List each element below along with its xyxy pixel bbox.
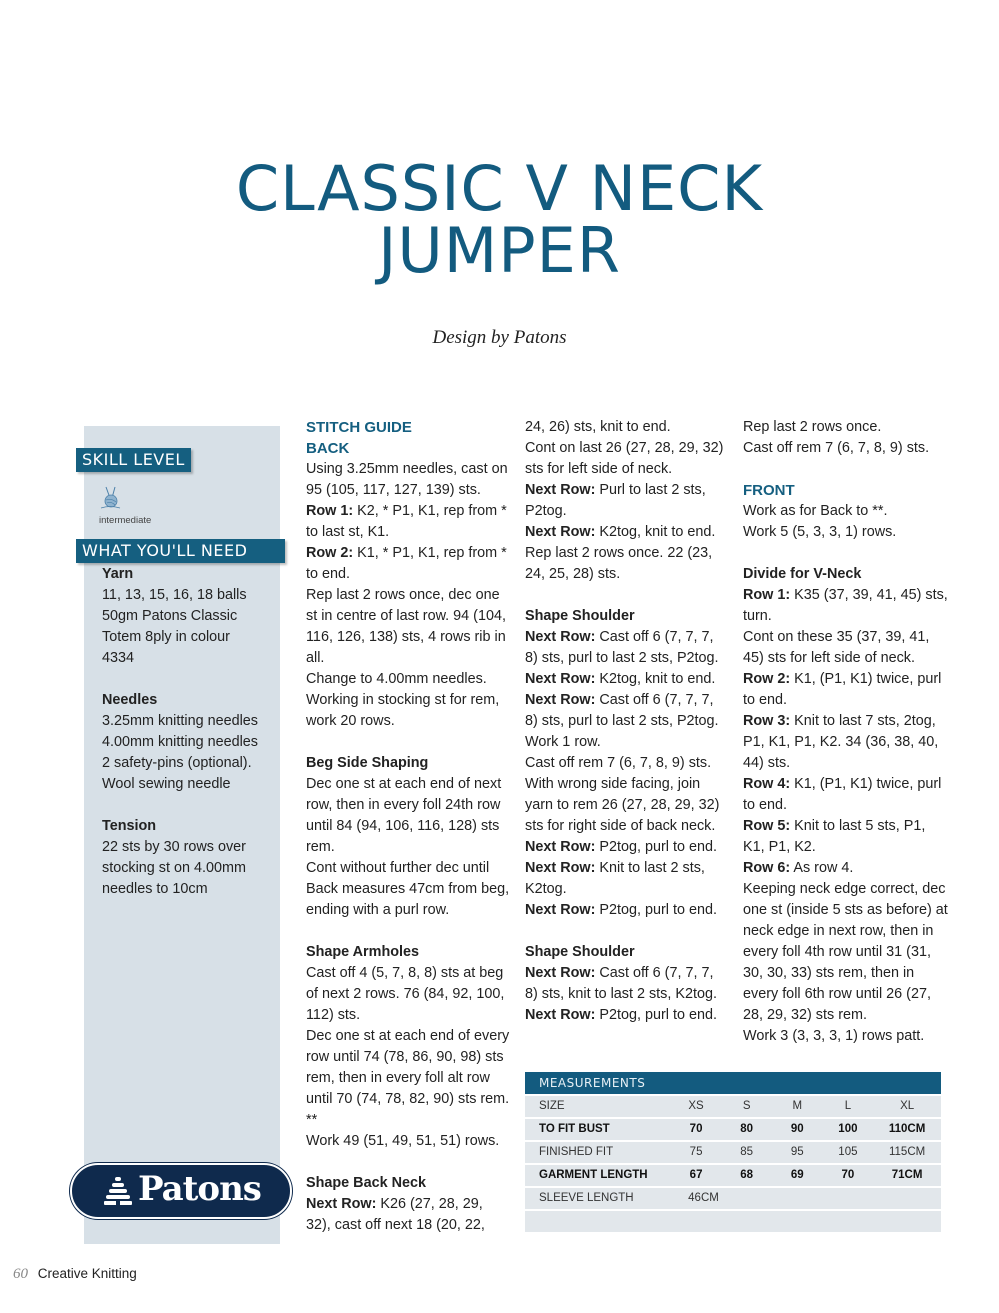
paragraph [306,501,511,543]
cell: 80 [740,1123,754,1135]
what-you-need-heading: WHAT YOU'LL NEED [76,539,285,563]
row-text: P2tog, purl to end. [595,902,717,918]
skill-level-heading: SKILL LEVEL [76,448,191,472]
paragraph [743,816,948,858]
instructions-column-1 [306,417,511,1236]
paragraph [525,858,730,900]
shape-armholes-heading: Shape Armholes [306,944,420,960]
row-label: Next Row: [525,860,596,876]
shape-back-neck-heading: Shape Back Neck [306,1175,426,1191]
title-line-1: CLASSIC V NECK [235,152,764,225]
row-text: K1, * P1, K1, rep from * to end. [306,545,507,582]
beehive-icon [102,1175,134,1207]
paragraph [525,627,730,669]
materials-list [102,564,282,900]
paragraph: 24, 26) sts, knit to end. [525,419,671,435]
row-label: Row 3: [743,713,791,729]
page-footer [13,1266,137,1283]
cell: 69 [790,1169,804,1181]
instructions-column-3 [743,417,948,1047]
row-label: Row 1: [306,503,354,519]
back-heading: BACK [306,440,350,457]
paragraph [306,1194,511,1236]
row-label: Next Row: [525,482,596,498]
row-label: Next Row: [525,839,596,855]
row-text: Knit to last 7 sts, 2tog, P1, K1, P1, K2. 34 (36, 38, 40, 44) sts. [743,713,939,771]
shape-shoulder-heading: Shape Shoulder [525,608,635,624]
row-label: Row 6: [743,860,791,876]
paragraph: Rep last 2 rows once. [743,419,882,435]
list-item: 2 safety-pins (optional). [102,755,252,771]
row-label: SLEEVE LENGTH [539,1192,634,1204]
row-text: Knit to last 5 sts, P1, K1, P1, K2. [743,818,926,855]
paragraph: Dec one st at each end of every row until 74 (78, 86, 90, 98) sts rem, then in every foll alt row until 70 (74, 78, 82, 90) sts rem. ** [306,1028,510,1128]
list-item: Totem 8ply in colour [102,629,230,645]
measurements-table [525,1072,941,1232]
paragraph: Change to 4.00mm needles. [306,671,487,687]
table-row [525,1165,941,1186]
stitch-guide-heading: STITCH GUIDE [306,419,412,436]
shape-shoulder-heading-2: Shape Shoulder [525,944,635,960]
row-label: Row 2: [306,545,354,561]
list-item: 11, 13, 15, 16, 18 balls [102,587,247,603]
row-label: Next Row: [525,524,596,540]
list-item: 50gm Patons Classic [102,608,238,624]
paragraph: Work 3 (3, 3, 3, 1) rows patt. [743,1028,925,1044]
header-cell: XL [900,1100,915,1112]
paragraph: With wrong side facing, join yarn to rem 26 (27, 28, 29, 32) sts for right side of back neck. [525,776,720,834]
table-row [525,1142,941,1163]
needles-heading: Needles [102,692,158,708]
row-label: Row 1: [743,587,791,603]
row-label: Next Row: [525,1007,596,1023]
paragraph: Rep last 2 rows once, dec one st in centre of last row. 94 (104, 116, 126, 138) sts, 4 rows rib in all. [306,587,506,666]
cell: 85 [740,1146,754,1158]
byline: Design by Patons [432,327,567,348]
paragraph: Cont without further dec until Back measures 47cm from beg, ending with a purl row. [306,860,510,918]
paragraph [743,774,948,816]
instructions-column-2 [525,417,730,1026]
divide-v-neck-heading: Divide for V-Neck [743,566,862,582]
paragraph: Work 1 row. [525,734,601,750]
row-text: P2tog, purl to end. [595,839,717,855]
paragraph: Dec one st at each end of next row, then in every foll 24th row until 84 (94, 106, 116, 128) sts rem. [306,776,502,855]
cell: 67 [689,1169,703,1181]
cell: 95 [790,1146,804,1158]
row-text: K35 (37, 39, 41, 45) sts, turn. [743,587,948,624]
tension-heading: Tension [102,818,157,834]
row-text: K1, (P1, K1) twice, purl to end. [743,776,942,813]
list-item: Wool sewing needle [102,776,231,792]
header-cell: S [742,1100,751,1112]
paragraph [743,585,948,627]
list-item: 3.25mm knitting needles [102,713,258,729]
row-text: K1, (P1, K1) twice, purl to end. [743,671,942,708]
table-row [525,1188,941,1209]
page-title [0,152,999,287]
paragraph: Using 3.25mm needles, cast on 95 (105, 117, 127, 139) sts. [306,461,508,498]
page-number: 60 [13,1266,28,1282]
paragraph: Cast off 4 (5, 7, 8, 8) sts at beg of next 2 rows. 76 (84, 92, 100, 112) sts. [306,965,505,1023]
cell: 68 [740,1169,754,1181]
paragraph [525,1005,730,1026]
row-text: Cast off 6 (7, 7, 7, 8) sts, purl to last 2 sts, P2tog. [525,629,719,666]
cell: 100 [838,1123,858,1135]
paragraph [525,522,730,543]
paragraph: Work 5 (5, 3, 3, 1) rows. [743,524,897,540]
list-item: 4334 [102,650,135,666]
skill-level-value: intermediate [99,515,152,526]
header-cell: SIZE [539,1100,565,1112]
row-label: Next Row: [525,671,596,687]
row-label: Row 2: [743,671,791,687]
list-item: 22 sts by 30 rows over [102,839,246,855]
beg-side-shaping-heading: Beg Side Shaping [306,755,429,771]
row-text: Purl to last 2 sts, P2tog. [525,482,706,519]
row-text: Cast off 6 (7, 7, 7, 8) sts, knit to last 2 sts, K2tog. [525,965,717,1002]
paragraph: Cast off rem 7 (6, 7, 8, 9) sts. [743,440,930,456]
row-text: K2tog, knit to end. [595,671,716,687]
paragraph [525,963,730,1005]
paragraph: Cont on last 26 (27, 28, 29, 32) sts for left side of neck. [525,440,724,477]
paragraph [743,711,948,774]
row-label: Next Row: [306,1196,377,1212]
row-label: Next Row: [525,902,596,918]
cell: 90 [790,1123,804,1135]
list-item: needles to 10cm [102,881,208,897]
cell: 46CM [688,1192,719,1204]
cell: 71CM [891,1169,923,1181]
row-label: Next Row: [525,692,596,708]
cell: 105 [838,1146,858,1158]
row-text: Cast off 6 (7, 7, 7, 8) sts, purl to last 2 sts, P2tog. [525,692,719,729]
paragraph: Keeping neck edge correct, dec one st (inside 5 sts as before) at neck edge in next row, then in every foll 4th row until 31 (31, 30, 30, 33) sts rem, then in every foll 6th row until 26 (27, 28, 29, 32) sts rem. [743,881,948,1023]
cell: 75 [689,1146,703,1158]
patons-logo [70,1163,292,1219]
yarn-ball-icon [100,486,122,510]
table-row [525,1119,941,1140]
cell: 70 [689,1123,703,1135]
cell: 110CM [888,1123,926,1135]
header-cell: L [844,1100,852,1112]
paragraph: Working in stocking st for rem, work 20 rows. [306,692,500,729]
logo-text: Patons [138,1169,261,1209]
paragraph [525,837,730,858]
row-text: K2, * P1, K1, rep from * to last st, K1. [306,503,507,540]
table-header-row [525,1096,941,1117]
paragraph [525,480,730,522]
row-label: Next Row: [525,629,596,645]
cell: 115CM [888,1146,926,1158]
row-label: FINISHED FIT [539,1146,614,1158]
row-text: P2tog, purl to end. [595,1007,717,1023]
list-item: 4.00mm knitting needles [102,734,258,750]
row-text: As row 4. [790,860,854,876]
header-cell: XS [688,1100,704,1112]
front-heading: FRONT [743,482,795,499]
paragraph [525,900,730,921]
row-label: Next Row: [525,965,596,981]
list-item: stocking st on 4.00mm [102,860,246,876]
row-text: K26 (27, 28, 29, 32), cast off next 18 (20, 22, [306,1196,485,1233]
paragraph: Rep last 2 rows once. 22 (23, 24, 25, 28) sts. [525,545,713,582]
table-row-empty [525,1211,941,1232]
header-cell: M [792,1100,803,1112]
row-text: K2tog, knit to end. [595,524,716,540]
paragraph [743,858,948,879]
yarn-heading: Yarn [102,566,134,582]
title-line-2: JUMPER [378,214,621,287]
paragraph: Cast off rem 7 (6, 7, 8, 9) sts. [525,755,712,771]
paragraph [525,669,730,690]
row-label: Row 4: [743,776,791,792]
row-label: GARMENT LENGTH [539,1169,648,1181]
paragraph: Work 49 (51, 49, 51, 51) rows. [306,1133,500,1149]
paragraph [306,543,511,585]
row-label: Row 5: [743,818,791,834]
paragraph: Cont on these 35 (37, 39, 41, 45) sts for left side of neck. [743,629,930,666]
measurements-heading: MEASUREMENTS [525,1072,941,1094]
row-text: Knit to last 2 sts, K2tog. [525,860,705,897]
publication-name: Creative Knitting [37,1266,137,1281]
paragraph [525,690,730,732]
cell: 70 [841,1169,855,1181]
paragraph: Work as for Back to **. [743,503,888,519]
paragraph [743,669,948,711]
row-label: TO FIT BUST [539,1123,610,1135]
